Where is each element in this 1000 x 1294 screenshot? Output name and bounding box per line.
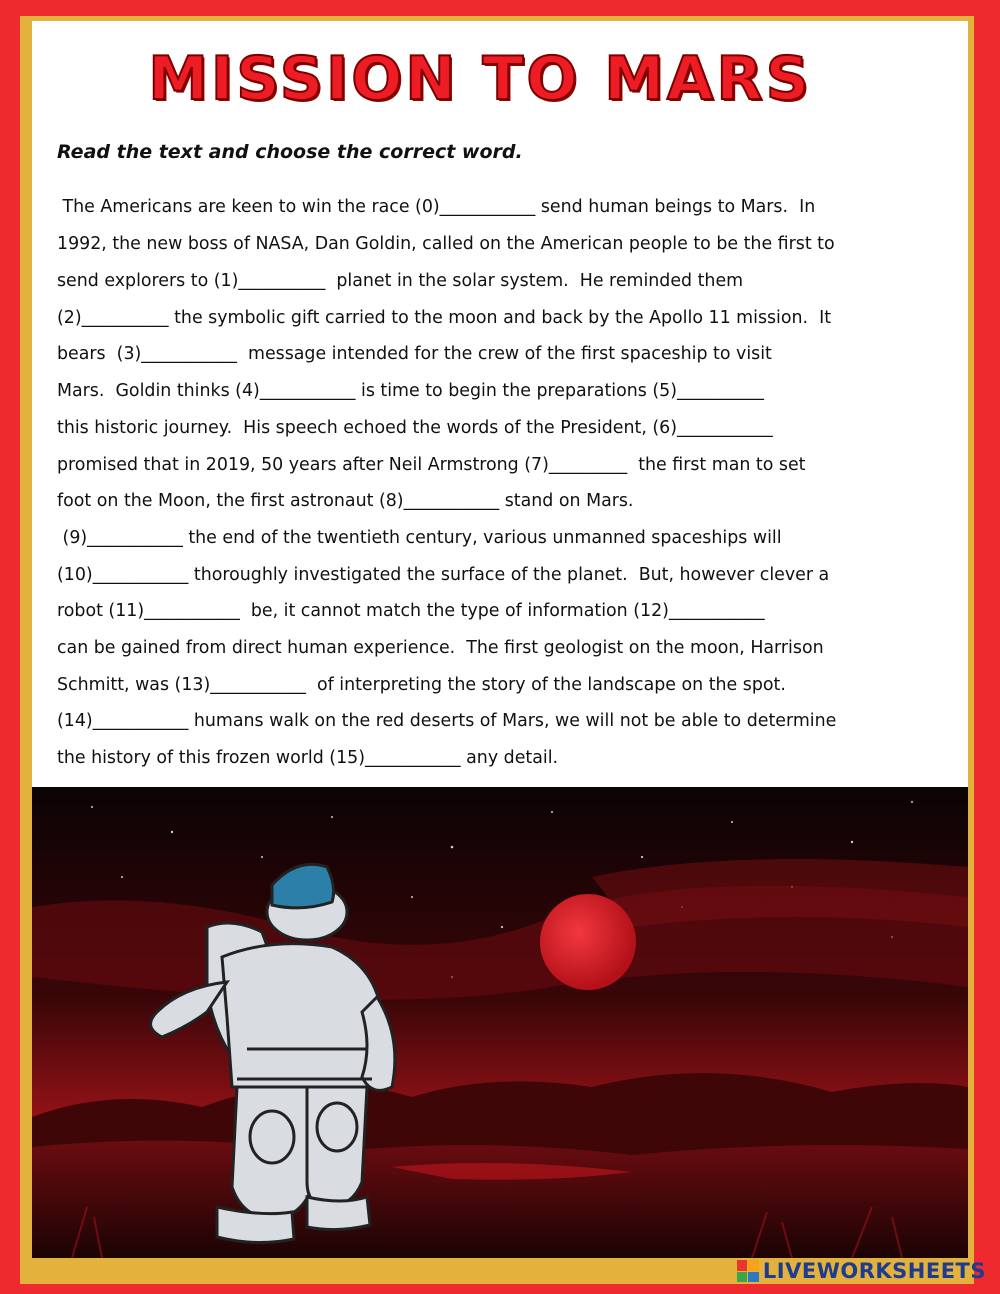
mars-illustration	[32, 787, 968, 1258]
passage-line: foot on the Moon, the first astronaut (8)___________ stand on Mars.	[57, 491, 634, 511]
passage-line: the history of this frozen world (15)___________ any detail.	[57, 748, 559, 768]
passage-line: (14)___________ humans walk on the red deserts of Mars, we will not be able to determine	[57, 711, 837, 731]
passage-line: Schmitt, was (13)___________ of interpreting the story of the landscape on the spot.	[57, 675, 786, 695]
red-planet-icon	[540, 894, 636, 990]
page-title: MISSION TO MARS	[148, 44, 812, 114]
passage-line: (2)__________ the symbolic gift carried to the moon and back by the Apollo 11 mission. It	[57, 308, 832, 328]
passage-line: bears (3)___________ message intended for the crew of the first spaceship to visit	[57, 344, 772, 364]
passage-line: can be gained from direct human experience. The first geologist on the moon, Harrison	[57, 638, 824, 658]
text-panel	[32, 21, 968, 787]
passage-line: The Americans are keen to win the race (0)___________ send human beings to Mars. In	[57, 197, 816, 217]
passage-line: this historic journey. His speech echoed the words of the President, (6)___________	[57, 418, 773, 438]
passage-line: promised that in 2019, 50 years after Neil Armstrong (7)_________ the first man to set	[57, 455, 806, 475]
liveworksheets-logo	[737, 1258, 986, 1284]
instruction-text: Read the text and choose the correct word.	[57, 141, 523, 163]
passage-line: (10)___________ thoroughly investigated the surface of the planet. But, however clever a	[57, 565, 830, 585]
passage-line: Mars. Goldin thinks (4)___________ is time to begin the preparations (5)__________	[57, 381, 764, 401]
liveworksheets-mark	[737, 1260, 759, 1282]
passage-line: (9)___________ the end of the twentieth century, various unmanned spaceships will	[57, 528, 782, 548]
passage-line: send explorers to (1)__________ planet in the solar system. He reminded them	[57, 271, 744, 291]
passage-line: 1992, the new boss of NASA, Dan Goldin, called on the American people to be the first to	[57, 234, 835, 254]
passage-line: robot (11)___________ be, it cannot match the type of information (12)___________	[57, 601, 765, 621]
brand-name: LIVEWORKSHEETS	[762, 1259, 986, 1283]
